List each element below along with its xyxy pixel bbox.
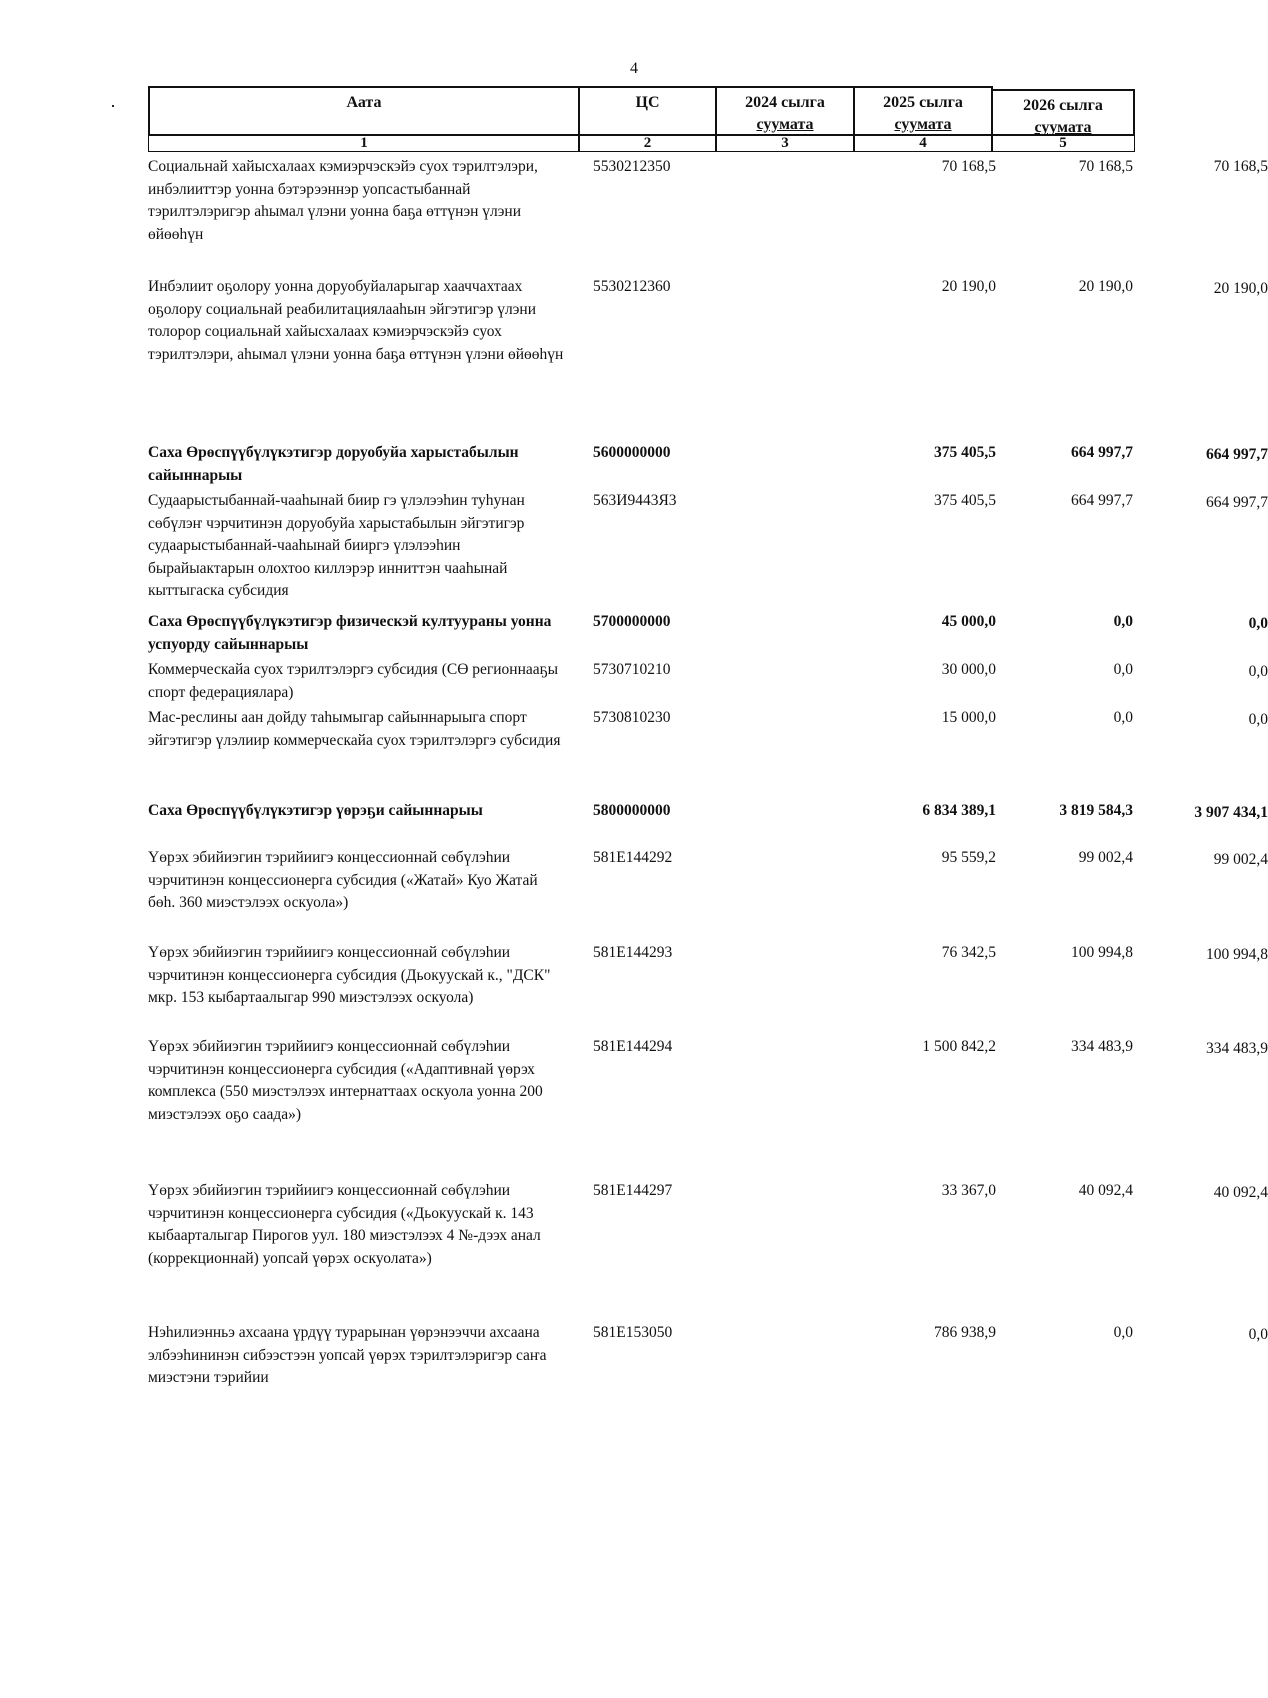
row-value-2024: 15 000,0 — [941, 709, 996, 726]
row-code: 581Е144294 — [593, 1038, 673, 1055]
row-code: 5530212350 — [593, 158, 671, 175]
row-value-2025: 0,0 — [1113, 1324, 1133, 1341]
row-name: Социальнай хайысхалаах кэмиэрчэскэйэ суох тэрилтэлэри, инбэлииттэр уонна бэтэрээннэр уопсастыбаннай тэрилтэлэригэр аһымал үлэни уонна баҕа өттүнэн үлэни өйөөһүн — [148, 158, 538, 243]
header-cell-2026 — [991, 89, 1135, 136]
header-code-label: ЦС — [635, 94, 660, 111]
row-name: Үөрэх эбийиэгин тэрийиигэ концессионнай сөбүлэһии чэрчитинэн концессионерга субсидия (Дьокуускай к., "ДСК" мкр. 153 кыбартаалыгар 990 миэстэлээх оскуола) — [148, 944, 551, 1006]
header-num-3: 3 — [715, 135, 855, 152]
row-name: Үөрэх эбийиэгин тэрийиигэ концессионнай сөбүлэһии чэрчитинэн концессионерга субсидия («Жатай» Куо Жатай бөһ. 360 миэстэлээх оскуола») — [148, 849, 538, 911]
row-value-2024: 30 000,0 — [941, 661, 996, 678]
row-value-2026: 664 997,7 — [1206, 494, 1268, 511]
header-cell-2024 — [715, 86, 855, 136]
row-value-2026: 100 994,8 — [1206, 946, 1268, 963]
row-value-2025: 334 483,9 — [1071, 1038, 1133, 1055]
header-num-4: 4 — [853, 135, 993, 152]
row-code: 5800000000 — [593, 802, 671, 819]
row-value-2024: 45 000,0 — [941, 613, 996, 630]
row-value-2025: 0,0 — [1113, 661, 1133, 678]
header-num-2: 2 — [578, 135, 717, 152]
row-code: 5730710210 — [593, 661, 671, 678]
row-code: 581Е144293 — [593, 944, 673, 961]
header-num-5: 5 — [991, 135, 1135, 152]
row-value-2025: 664 997,7 — [1071, 444, 1133, 461]
row-value-2026: 70 168,5 — [1213, 158, 1268, 175]
row-value-2024: 375 405,5 — [934, 492, 996, 509]
row-value-2025: 20 190,0 — [1078, 278, 1133, 295]
header-2025-line2: суумата — [894, 116, 952, 133]
row-value-2025: 40 092,4 — [1078, 1182, 1133, 1199]
row-value-2026: 20 190,0 — [1213, 280, 1268, 297]
row-name: Үөрэх эбийиэгин тэрийиигэ концессионнай сөбүлэһии чэрчитинэн концессионерга субсидия («Адаптивнай үөрэх комплекса (550 миэстэлээх интернаттаах оскуола уонна 200 миэстэлээх оҕо саада») — [148, 1038, 543, 1123]
row-code: 5530212360 — [593, 278, 671, 295]
row-code: 5700000000 — [593, 613, 671, 630]
row-value-2026: 0,0 — [1248, 663, 1268, 680]
header-2024-line2: суумата — [756, 116, 814, 133]
header-2024-line1: 2024 сылга — [745, 94, 825, 111]
row-name: Саха Өрөспүүбүлүкэтигэр доруобуйа харыстабылын сайыннарыы — [148, 444, 519, 484]
header-cell-2025 — [853, 86, 993, 136]
header-2025-line1: 2025 сылга — [883, 94, 963, 111]
row-value-2026: 0,0 — [1248, 711, 1268, 728]
row-code: 5730810230 — [593, 709, 671, 726]
header-num-1: 1 — [148, 135, 580, 152]
row-code: 563И9443Я3 — [593, 492, 677, 509]
row-value-2026: 99 002,4 — [1213, 851, 1268, 868]
header-name-label: Аата — [346, 94, 382, 111]
header-cell-code — [578, 86, 717, 136]
scan-dot — [112, 105, 114, 107]
row-value-2024: 70 168,5 — [941, 158, 996, 175]
row-name: Саха Өрөспүүбүлүкэтигэр үөрэҕи сайыннарыы — [148, 802, 483, 819]
row-value-2024: 1 500 842,2 — [922, 1038, 996, 1055]
row-code: 581Е153050 — [593, 1324, 673, 1341]
row-name: Инбэлиит оҕолору уонна доруобуйаларыгар хааччахтаах оҕолору социальнай реабилитациялааһын эйгэтигэр үлэни толорор социальнай хайысхалаах кэмиэрчэскэйэ суох тэрилтэлэри, аһымал үлэни уонна баҕа өттүнэн үлэни өйөөһүн — [148, 278, 564, 363]
row-value-2025: 0,0 — [1113, 709, 1133, 726]
row-value-2026: 3 907 434,1 — [1194, 804, 1268, 821]
row-value-2026: 0,0 — [1248, 1326, 1268, 1343]
row-value-2026: 334 483,9 — [1206, 1040, 1268, 1057]
header-2026-line1: 2026 сылга — [1023, 97, 1103, 114]
row-value-2024: 786 938,9 — [934, 1324, 996, 1341]
row-value-2024: 375 405,5 — [934, 444, 996, 461]
row-value-2026: 664 997,7 — [1206, 446, 1268, 463]
row-value-2025: 3 819 584,3 — [1059, 802, 1133, 819]
row-value-2025: 664 997,7 — [1071, 492, 1133, 509]
row-name: Мас-реслины аан дойду таһымыгар сайыннарыыга спорт эйгэтигэр үлэлиир коммерческайа суох тэрилтэлэргэ субсидия — [148, 709, 561, 749]
row-value-2025: 99 002,4 — [1078, 849, 1133, 866]
page-number: 4 — [630, 60, 638, 77]
table-header — [148, 86, 1135, 152]
row-value-2024: 95 559,2 — [941, 849, 996, 866]
row-code: 5600000000 — [593, 444, 671, 461]
row-value-2025: 70 168,5 — [1078, 158, 1133, 175]
row-value-2024: 6 834 389,1 — [922, 802, 996, 819]
row-value-2025: 100 994,8 — [1071, 944, 1133, 961]
header-cell-name — [148, 86, 580, 136]
row-name: Судаарыстыбаннай-чааһынай биир гэ үлэлээһин туһунан сөбүлэҥ чэрчитинэн доруобуйа харыстабылын эйгэтигэр судаарыстыбаннай-чааһынай бииргэ үлэлээһин бырайыактарын олохтоо киллэрэр инниттэн чааһынай кыттыгаска субсидия — [148, 492, 525, 599]
header-2026-line2: суумата — [1034, 119, 1092, 136]
row-code: 581Е144292 — [593, 849, 673, 866]
row-value-2024: 76 342,5 — [941, 944, 996, 961]
row-value-2024: 33 367,0 — [941, 1182, 996, 1199]
row-value-2024: 20 190,0 — [941, 278, 996, 295]
row-name: Нэһилиэнньэ ахсаана үрдүү турарынан үөрэнээччи ахсаана элбээһининэн сибээстээн уопсай үөрэх тэрилтэлэригэр саҥа миэстэни тэрийии — [148, 1324, 547, 1386]
row-value-2026: 0,0 — [1248, 615, 1268, 632]
row-name: Үөрэх эбийиэгин тэрийиигэ концессионнай сөбүлэһии чэрчитинэн концессионерга субсидия («Дьокуускай к. 143 кыбаарталыгар Пирогов уул. 180 миэстэлээх 4 №-дээх анал (коррекционнай) уопсай үөрэх оскуолата») — [148, 1182, 541, 1267]
row-code: 581Е144297 — [593, 1182, 673, 1199]
row-name: Коммерческайа суох тэрилтэлэргэ субсидия (СӨ регионнааҕы спорт федерациялара) — [148, 661, 559, 701]
row-value-2025: 0,0 — [1113, 613, 1133, 630]
row-name: Саха Өрөспүүбүлүкэтигэр физическэй култуураны уонна успуорду сайыннарыы — [148, 613, 552, 653]
row-value-2026: 40 092,4 — [1213, 1184, 1268, 1201]
